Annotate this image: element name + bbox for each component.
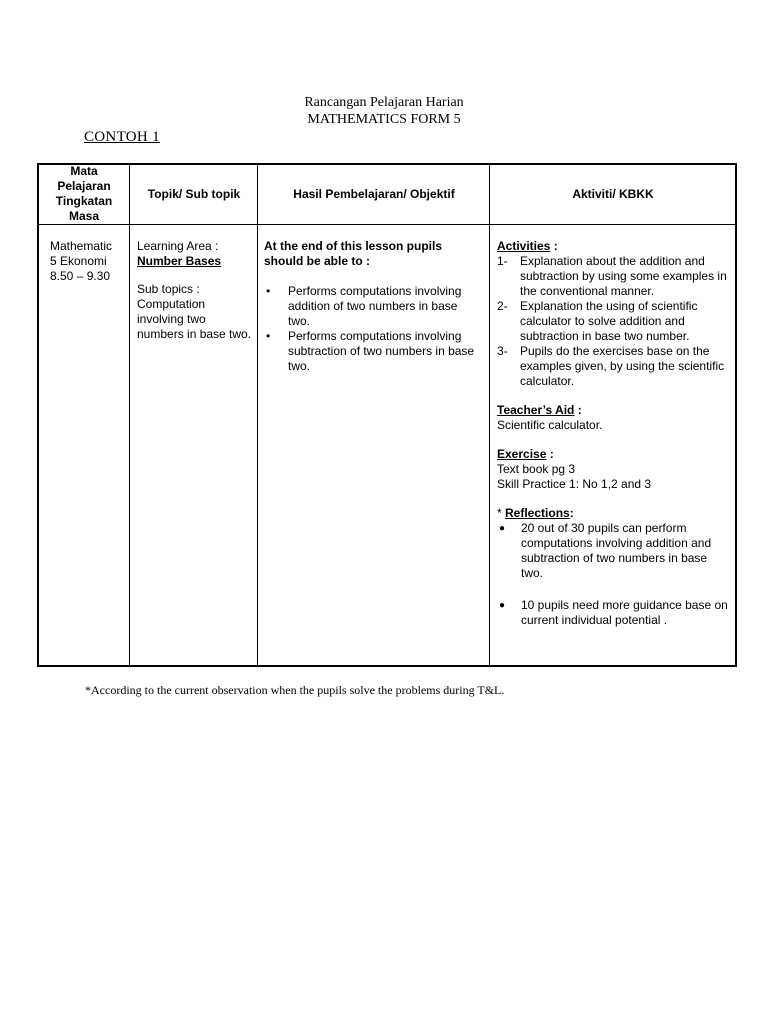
- activities-list: [497, 254, 729, 389]
- activity-cell: [497, 239, 729, 628]
- activities-heading: [497, 239, 729, 254]
- teacher-aid-heading: [497, 403, 729, 418]
- document-title: Rancangan Pelajaran Harian: [304, 95, 464, 110]
- sub-topics-text: Computation involving two numbers in base two.: [137, 297, 252, 341]
- activities-colon: :: [553, 239, 558, 253]
- teacher-aid-colon: :: [577, 403, 582, 417]
- reflection-text: 10 pupils need more guidance base on current individual potential .: [521, 598, 728, 627]
- objective-item: [264, 329, 482, 374]
- document-header: [0, 94, 768, 128]
- footnote: *According to the current observation when the pupils solve the problems during T&L.: [85, 683, 505, 697]
- header-cell-subject: [45, 165, 123, 223]
- activity-text: Explanation the using of scientific calculator to solve addition and subtraction in base two number.: [520, 299, 698, 343]
- reflection-item: [497, 521, 729, 581]
- list-item: [497, 254, 729, 299]
- bullet-icon: •: [266, 329, 271, 343]
- example-label-text: CONTOH 1: [84, 129, 160, 145]
- reflections-heading: [497, 506, 729, 521]
- reflection-item: [497, 598, 729, 628]
- table-border-left: [37, 163, 39, 667]
- exercise-heading: [497, 447, 729, 462]
- objective-item: [264, 284, 482, 329]
- table-border-bottom: [37, 665, 737, 667]
- bullet-icon: ●: [499, 600, 506, 611]
- header-topic-text: Topik/ Sub topik: [147, 186, 241, 201]
- subject-class: 5 Ekonomi: [50, 254, 107, 268]
- header-objective-text: Hasil Pembelajaran/ Objektif: [293, 186, 455, 201]
- header-activity-text: Aktiviti/ KBKK: [572, 186, 654, 201]
- bullet-icon: •: [266, 284, 271, 298]
- list-item: [497, 344, 729, 389]
- objective-cell: [264, 239, 482, 374]
- column-divider-1: [129, 163, 130, 667]
- objective-text: Performs computations involving subtraction of two numbers in base two.: [288, 329, 475, 373]
- learning-area-label: Learning Area :: [137, 239, 219, 253]
- document-subtitle: MATHEMATICS FORM 5: [307, 112, 461, 127]
- objective-intro: At the end of this lesson pupils should be able to :: [264, 239, 443, 268]
- example-label: [84, 129, 160, 146]
- subject-name: Mathematic: [50, 239, 113, 253]
- header-subject-text: Mata Pelajaran Tingkatan Masa: [55, 164, 113, 223]
- bullet-icon: ●: [499, 523, 506, 534]
- header-cell-topic: [131, 165, 257, 223]
- activity-text: Pupils do the exercises base on the examples given, by using the scientific calculator.: [520, 344, 725, 388]
- reflections-label: Reflections: [505, 506, 570, 520]
- list-item: [497, 299, 729, 344]
- subject-time: 8.50 – 9.30: [50, 269, 111, 283]
- header-cell-activity: [491, 165, 735, 223]
- topic-cell: [137, 239, 252, 342]
- header-cell-objective: [259, 165, 489, 223]
- sub-topics-label: Sub topics :: [137, 282, 200, 296]
- subject-cell: [50, 239, 128, 284]
- table-border-right: [735, 163, 737, 667]
- activity-number: 1-: [497, 254, 508, 268]
- exercise-label: Exercise: [497, 447, 547, 461]
- lesson-plan-table: [37, 163, 737, 667]
- activities-label: Activities: [497, 239, 551, 253]
- activity-number: 3-: [497, 344, 508, 358]
- activity-number: 2-: [497, 299, 508, 313]
- learning-area-value: Number Bases: [137, 254, 222, 268]
- column-divider-2: [257, 163, 258, 667]
- exercise-line-1: Text book pg 3: [497, 462, 576, 476]
- activity-text: Explanation about the addition and subtraction by using some examples in the conventional manner.: [520, 254, 727, 298]
- teacher-aid-text: Scientific calculator.: [497, 418, 603, 432]
- exercise-colon: :: [549, 447, 554, 461]
- column-divider-3: [489, 163, 490, 667]
- exercise-line-2: Skill Practice 1: No 1,2 and 3: [497, 477, 652, 491]
- objective-text: Performs computations involving addition of two numbers in base two.: [288, 284, 462, 328]
- reflection-text: 20 out of 30 pupils can perform computations involving addition and subtraction of two numbers in base two.: [521, 521, 712, 580]
- reflections-colon: :: [569, 506, 574, 520]
- table-header-divider: [37, 224, 737, 225]
- reflections-star: *: [497, 506, 506, 520]
- teacher-aid-label: Teacher’s Aid: [497, 403, 575, 417]
